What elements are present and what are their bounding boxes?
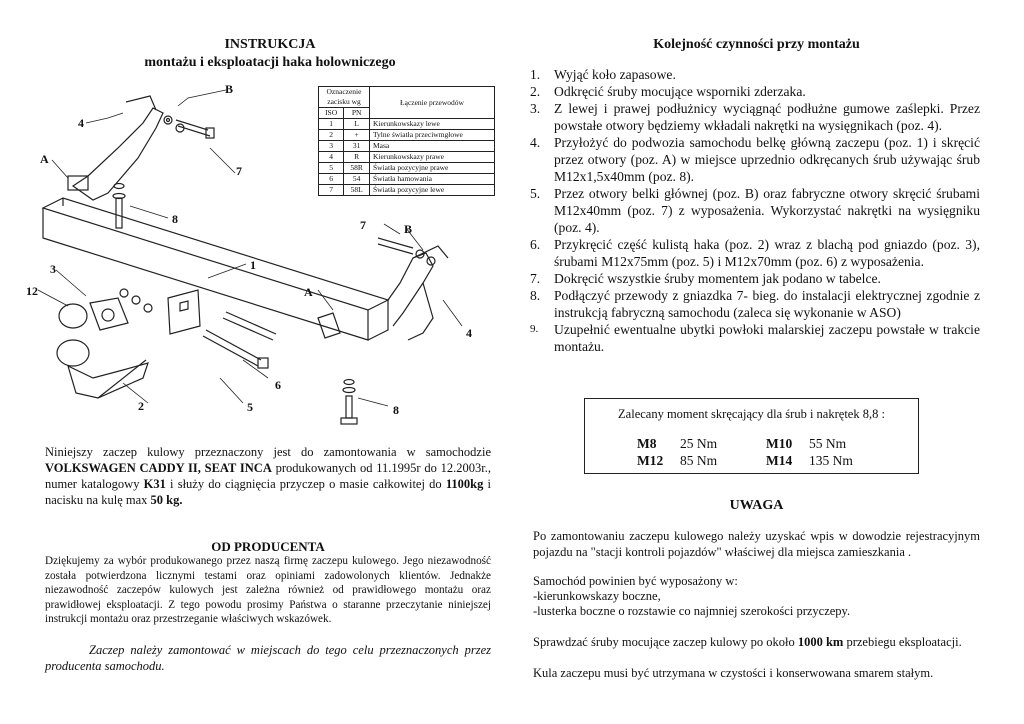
table-row: 6 54 Światła hamowania	[319, 174, 495, 185]
producer-title: OD PRODUCENTA	[211, 539, 325, 554]
list-item: 3. Z lewej i prawej podłużnicy wyciągnąć podłużne gumowe zaślepki. Przez powstałe otwory będziemy wkładali nakrętki na wysięgnikach (poz. 4).	[530, 101, 980, 133]
label-B-top: B	[225, 82, 234, 96]
italic-note: Zaczep należy zamontować w miejscach do tego celu przeznaczonych przez producenta samochodu.	[45, 643, 491, 673]
product-description: Niniejszy zaczep kulowy przeznaczony jest do zamontowania w samochodzie VOLKSWAGEN CADDY II, SEAT INCA produkowanych od 11.1995r do 12.2003r., numer katalogowy K31 i służy do ciągnięcia przyczep o masie całkowitej do 1100kg i nacisku na kulę max 50 kg.	[45, 445, 491, 507]
torque-title: Zalecany moment skręcający dla śrub i nakrętek 8,8 :	[618, 407, 885, 421]
label-B-right: B	[404, 222, 413, 236]
left-title	[60, 36, 480, 72]
label-4-right: 4	[466, 326, 472, 340]
label-6: 6	[275, 378, 281, 392]
label-A-left: A	[40, 152, 49, 166]
bolts-5-6	[120, 289, 276, 368]
right-bracket	[388, 246, 448, 340]
torque-m8-label: M8	[637, 436, 657, 451]
label-2: 2	[138, 399, 144, 413]
equipment-line-2: -kierunkowskazy boczne,	[533, 589, 661, 603]
table-header-iso: ISO	[319, 108, 344, 119]
table-row: 2 + Tylne światła przeciwmgłowe	[319, 130, 495, 141]
table-header-wires: Łączenie przewodów	[370, 87, 495, 119]
label-7-left: 7	[236, 164, 242, 178]
catalog-number: K31	[143, 477, 166, 491]
list-item: 9. Uzupełnić ewentualne ubytki powłoki malarskiej zaczepu powstałe w trakcie montażu.	[530, 322, 980, 354]
label-12: 12	[26, 284, 38, 298]
socket-plate	[90, 298, 128, 330]
registration-note: Po zamontowaniu zaczepu kulowego należy uzyskać wpis w dowodzie rejestracyjnym pojazdu na "stacji kontroli pojazdów" właściwej dla miejsca zamieszkania .	[533, 529, 980, 559]
torque-m14-value: 135 Nm	[809, 453, 853, 468]
bolt-8-left	[113, 184, 125, 229]
check-bolts-note: Sprawdzać śruby mocujące zaczep kulowy po około 1000 km przebiegu eksploatacji.	[533, 635, 962, 649]
label-8-left: 8	[172, 212, 178, 226]
producer-text: Dziękujemy za wybór produkowanego przez naszą firmę zaczepu kulowego. Jego niezawodność została potwierdzona licznymi testami oraz opiniami zadowolonych klientów. Jednakże niezawodność zaczepów kulowych jest zależna również od prawidłowego montażu oraz prawidłowej eksploatacji. Z tego powodu prosimy Państwa o staranne przeczytanie niniejszej instrukcji montażu oraz przestrzeganie właściwych wskazówek.	[45, 555, 491, 625]
table-row: 3 31 Masa	[319, 141, 495, 152]
wire-connection-table	[318, 86, 495, 196]
car-model: VOLKSWAGEN CADDY II, SEAT INCA	[45, 461, 272, 475]
torque-m10-label: M10	[766, 436, 793, 451]
torque-m12-value: 85 Nm	[680, 453, 718, 468]
table-row: 7 58L Światła pozycyjne lewe	[319, 185, 495, 196]
list-item: 6. Przykręcić część kulistą haka (poz. 2) wraz z blachą pod gniazdo (poz. 3), śrubami M12x75mm (poz. 5) i M12x70mm (poz. 6) z wyposażenia.	[530, 237, 980, 269]
torque-m14-label: M14	[766, 453, 793, 468]
warning-title: UWAGA	[729, 498, 784, 513]
torque-table	[584, 398, 919, 474]
label-3: 3	[50, 262, 56, 276]
table-header-terminal: Oznaczenie zacisku wg	[319, 87, 370, 108]
table-row: 1 L Kierunkowskazy lewe	[319, 119, 495, 130]
list-item: 8. Podłączyć przewody z gniazdka 7- bieg. do instalacji elektrycznej zgodnie z instrukcją fabryczną samochodu (zaleca się wykonanie w ASO)	[530, 288, 980, 320]
table-header-pn: PN	[344, 108, 370, 119]
list-item: 2. Odkręcić śruby mocujące wsporniki zderzaka.	[530, 84, 806, 99]
equipment-line-1: Samochód powinien być wyposażony w:	[533, 574, 738, 588]
list-item: 7. Dokręcić wszystkie śruby momentem jak podano w tabelce.	[530, 271, 881, 286]
main-beam	[43, 198, 388, 340]
label-7-right: 7	[360, 218, 366, 232]
bolt-8-bottom	[341, 380, 357, 425]
list-item: 4. Przyłożyć do podwozia samochodu belkę główną zaczepu (poz. 1) i skręcić przez otwory (poz. A) w miejsce uprzednio odkręcanych śrub używając śrub M12x1,5x40mm (poz. 8).	[530, 135, 980, 184]
equipment-line-3: -lusterka boczne o rozstawie co najmniej szerokości przyczepy.	[533, 604, 851, 618]
title-line-2: montażu i eksploatacji haka holowniczego	[144, 55, 396, 70]
label-1: 1	[250, 258, 256, 272]
max-mass: 1100kg	[445, 477, 484, 491]
max-load: 50 kg.	[150, 493, 183, 507]
list-item: 5. Przez otwory belki głównej (poz. B) oraz fabryczne otwory skręcić śrubami M12x40mm (poz. 7) z wyposażenia. Wykorzystać nakrętki na wysięgniku (poz. 4).	[530, 186, 980, 235]
torque-m12-label: M12	[637, 453, 664, 468]
label-A-right: A	[304, 285, 313, 299]
list-item: 1. Wyjąć koło zapasowe.	[530, 67, 676, 82]
table-row: 5 58R Światła pozycyjne prawe	[319, 163, 495, 174]
table-row: 4 R Kierunkowskazy prawe	[319, 152, 495, 163]
torque-m10-value: 55 Nm	[809, 436, 847, 451]
mount-plate	[168, 290, 200, 334]
torque-m8-value: 25 Nm	[680, 436, 718, 451]
label-4-left: 4	[78, 116, 84, 130]
check-distance: 1000 km	[797, 635, 844, 649]
assembly-steps	[530, 66, 980, 355]
steps-title: Kolejność czynności przy montażu	[653, 37, 860, 52]
title-line-1: INSTRUKCJA	[224, 37, 316, 52]
ball-maintenance-note: Kula zaczepu musi być utrzymana w czystości i konserwowana smarem stałym.	[533, 666, 934, 680]
label-8-bottom: 8	[393, 403, 399, 417]
label-5: 5	[247, 400, 253, 414]
